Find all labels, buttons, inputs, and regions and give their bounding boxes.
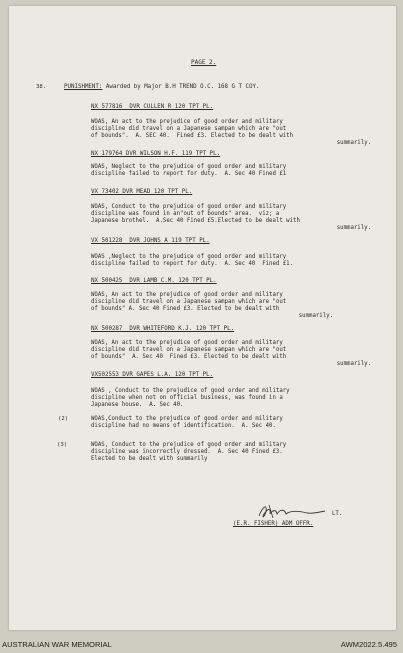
case-heading: NX 500287 DVR WHITEFORD K.J. 120 TPT PL. (91, 326, 235, 332)
case-line: Japanese brothel. A.Sec 40 Fined £5.Elected to be dealt with (91, 218, 300, 224)
case-line-tail: summarily. (336, 140, 371, 146)
case-text (91, 164, 373, 178)
case-line: discipline did travel on a Japanese sampan which are "out (91, 347, 287, 353)
charge-line: Elected to be dealt with summarily (91, 456, 208, 462)
case-line: WOAS, Conduct to the prejudice of good order and military (91, 204, 287, 210)
case-line: WOAS, An act to the prejudice of good order and military (91, 119, 283, 125)
case-line-tail: summarily. (298, 313, 333, 319)
charge-number: (3) (57, 442, 68, 448)
case-heading: VX 73402 DVR MEAD 120 TPT PL. (91, 189, 193, 195)
case-line: of bounds" A. Sec 40 Fined £3. Elected to be dealt with (91, 354, 287, 360)
case-text (91, 204, 373, 232)
case-line-tail: summarily. (336, 225, 371, 231)
case-line: of bounds". A. SEC 40. Fined £3. Elected to be dealt with (91, 133, 294, 139)
case-text (91, 119, 373, 147)
case-line: Japanese house. A. Sec 40. (91, 402, 184, 408)
case-line: discipline failed to report for duty. A. Sec 40 Fined £1. (91, 261, 294, 267)
case-heading: NX 500425 DVR LAMB C.M. 120 TPT PL. (91, 278, 217, 284)
punishment-text: Awarded by Major B.H TREND O.C. 168 G T COY. (102, 84, 260, 90)
case-line: WOAS, Neglect to the prejudice of good order and military (91, 164, 287, 170)
case-text (91, 292, 373, 320)
case-line: discipline did travel on a Japanese sampan which are "out (91, 299, 287, 305)
charge-text (91, 442, 373, 463)
punishment-label: PUNISHMENT: (64, 84, 103, 90)
case-text (91, 340, 373, 368)
punishment-header (64, 84, 259, 91)
case-line: discipline when not on official business, was found in a (91, 395, 283, 401)
charge-line: WOAS,Conduct to the prejudice of good order and military (91, 416, 283, 422)
case-line: WOAS, An act to the prejudice of good order and military (91, 292, 283, 298)
signature-name: (E.R. FISHER) ADM OFFR. (233, 521, 314, 527)
case-line: discipline failed to report for duty. A. Sec 40 Fined £1 (91, 171, 287, 177)
case-heading: VX 501228 DVR JOHNS A 119 TPT PL. (91, 238, 210, 244)
charge-text (91, 416, 373, 430)
case-line: WOAS ,Neglect to the prejudice of good order and military (91, 254, 287, 260)
case-line: discipline did travel on a Japanese sampan which are "out (91, 126, 287, 132)
accession-number: AWM2022.5.495 (340, 640, 397, 649)
case-heading: NX 577816 DVR CULLEN R 120 TPT PL. (91, 104, 214, 110)
charge-line: discipline had no means of identification. A. Sec 40. (91, 423, 276, 429)
item-number: 38. (36, 84, 47, 90)
document-body (9, 6, 396, 630)
page-label: PAGE 2. (191, 59, 217, 66)
charge-line: WOAS, Conduct to the prejudice of good order and military (91, 442, 287, 448)
charge-line: discipline was incorrectly dressed. A. Sec 40 Fined £3. (91, 449, 283, 455)
case-line: of bounds" A. Sec 40 Fined £3. Elected to be dealt with (91, 306, 280, 312)
case-line: WOAS, An act to the prejudice of good order and military (91, 340, 283, 346)
charge-number: (2) (58, 416, 69, 422)
case-line: discipline was found in an"out of bounds" area. viz; a (91, 211, 280, 217)
case-line: WOAS , Conduct to the prejudice of good order and military (91, 388, 290, 394)
case-text (91, 254, 373, 268)
signature-mark (255, 502, 330, 522)
signature-rank: LT. (332, 511, 343, 517)
case-line-tail: summarily. (336, 361, 371, 367)
case-heading: VX502553 DVR GAPES L.A. 120 TPT PL. (91, 372, 214, 378)
case-text (91, 388, 373, 409)
document-page (9, 6, 396, 630)
archive-footer (0, 636, 403, 653)
archive-name: AUSTRALIAN WAR MEMORIAL (2, 640, 112, 649)
case-heading: NX 179764 DVR WILSON H.F. 119 TPT PL. (91, 151, 221, 157)
